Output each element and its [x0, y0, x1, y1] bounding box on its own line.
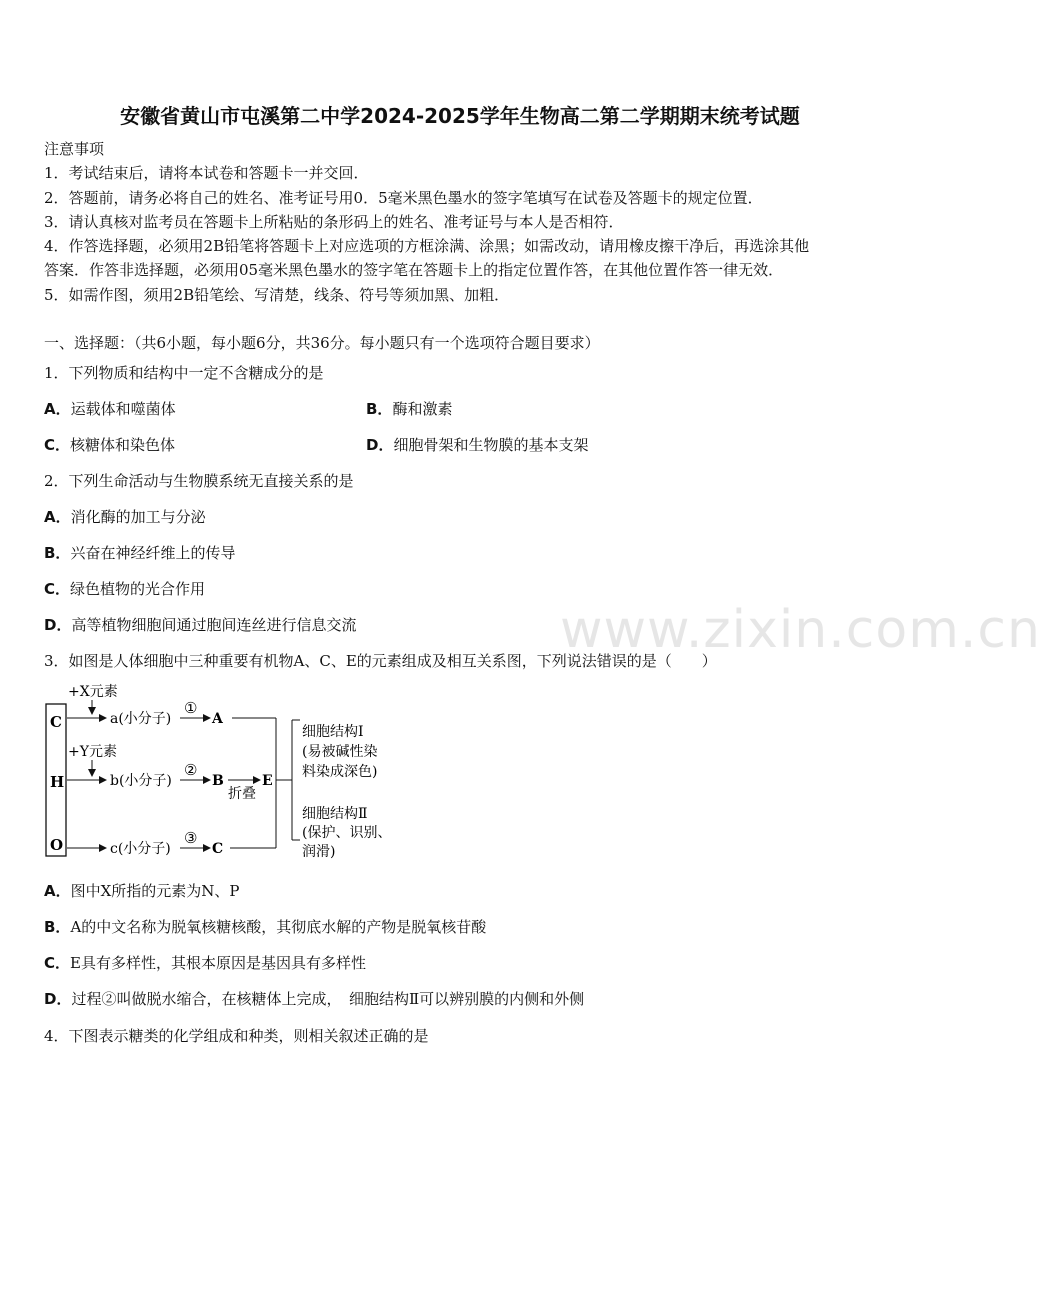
element-c: C: [50, 713, 62, 731]
struct1-line1: 细胞结构Ⅰ: [302, 724, 364, 740]
q3-option-a: A．图中X所指的元素为N、P: [44, 882, 240, 900]
a-small-molecule: a(小分子): [110, 711, 172, 727]
q1-option-a: A．运载体和噬菌体: [44, 400, 176, 418]
notice-item-1: 1．考试结束后，请将本试卷和答题卡一并交回．: [44, 164, 369, 182]
node-B: B: [212, 773, 224, 789]
exam-title: 安徽省黄山市屯溪第二中学2024-2025学年生物高二第二学期期末统考试题: [120, 104, 800, 128]
notice-item-2: 2．答题前，请务必将自己的姓名、准考证号用0．5毫米黑色墨水的签字笔填写在试卷及答题卡的规定位置．: [44, 189, 763, 207]
section-heading: 一、选择题：（共6小题，每小题6分，共36分。每小题只有一个选项符合题目要求）: [44, 334, 600, 352]
node-A: A: [212, 711, 223, 727]
element-h: H: [50, 773, 65, 791]
q2-option-b: B．兴奋在神经纤维上的传导: [44, 544, 236, 562]
notice-heading: 注意事项: [44, 140, 105, 158]
q3-diagram: [40, 680, 420, 870]
q1-option-d: D．细胞骨架和生物膜的基本支架: [366, 436, 589, 454]
q4-stem: 4．下图表示糖类的化学组成和种类，则相关叙述正确的是: [44, 1027, 429, 1045]
plus-x-label: +X元素: [68, 684, 118, 700]
q3-option-c: C．E具有多样性，其根本原因是基因具有多样性: [44, 954, 366, 972]
q1-option-b: B．酶和激素: [366, 400, 453, 418]
node-E: E: [262, 773, 273, 789]
step-3: ③: [184, 829, 198, 847]
element-o: O: [50, 836, 64, 854]
q3-stem: 3．如图是人体细胞中三种重要有机物A、C、E的元素组成及相互关系图，下列说法错误的是（ ）: [44, 652, 717, 670]
q2-option-d: D．高等植物细胞间通过胞间连丝进行信息交流: [44, 616, 357, 634]
notice-item-4-cont: 答案．作答非选择题，必须用05毫米黑色墨水的签字笔在答题卡上的指定位置作答，在其他位置作答一律无效．: [44, 261, 784, 279]
c-small-molecule: c(小分子): [110, 841, 171, 857]
step-2: ②: [184, 761, 198, 779]
struct1-line2: (易被碱性染: [302, 744, 378, 760]
q1-option-c: C．核糖体和染色体: [44, 436, 176, 454]
notice-item-3: 3．请认真核对监考员在答题卡上所粘贴的条形码上的姓名、准考证号与本人是否相符．: [44, 213, 624, 231]
fold-label: 折叠: [228, 786, 256, 802]
notice-item-5: 5．如需作图，须用2B铅笔绘、写清楚，线条、符号等须加黑、加粗．: [44, 286, 510, 304]
step-1: ①: [184, 699, 198, 717]
plus-y-label: +Y元素: [68, 744, 117, 760]
watermark: www.zixin.com.cn: [560, 600, 1041, 660]
q2-option-a: A．消化酶的加工与分泌: [44, 508, 206, 526]
q3-option-d: D．过程②叫做脱水缩合，在核糖体上完成， 细胞结构Ⅱ可以辨别膜的内侧和外侧: [44, 990, 585, 1008]
q2-stem: 2．下列生命活动与生物膜系统无直接关系的是: [44, 472, 354, 490]
struct1-line3: 料染成深色): [302, 764, 378, 780]
b-small-molecule: b(小分子): [110, 773, 172, 789]
q1-stem: 1．下列物质和结构中一定不含糖成分的是: [44, 364, 324, 382]
struct2-line3: 润滑): [302, 844, 336, 860]
q3-option-b: B．A的中文名称为脱氧核糖核酸，其彻底水解的产物是脱氧核苷酸: [44, 918, 487, 936]
struct2-line1: 细胞结构Ⅱ: [302, 806, 368, 822]
struct2-line2: (保护、识别、: [302, 825, 392, 841]
node-C: C: [212, 841, 224, 857]
q2-option-c: C．绿色植物的光合作用: [44, 580, 206, 598]
notice-item-4: 4．作答选择题，必须用2B铅笔将答题卡上对应选项的方框涂满、涂黑；如需改动，请用橡皮擦干净后，再选涂其他: [44, 237, 810, 255]
